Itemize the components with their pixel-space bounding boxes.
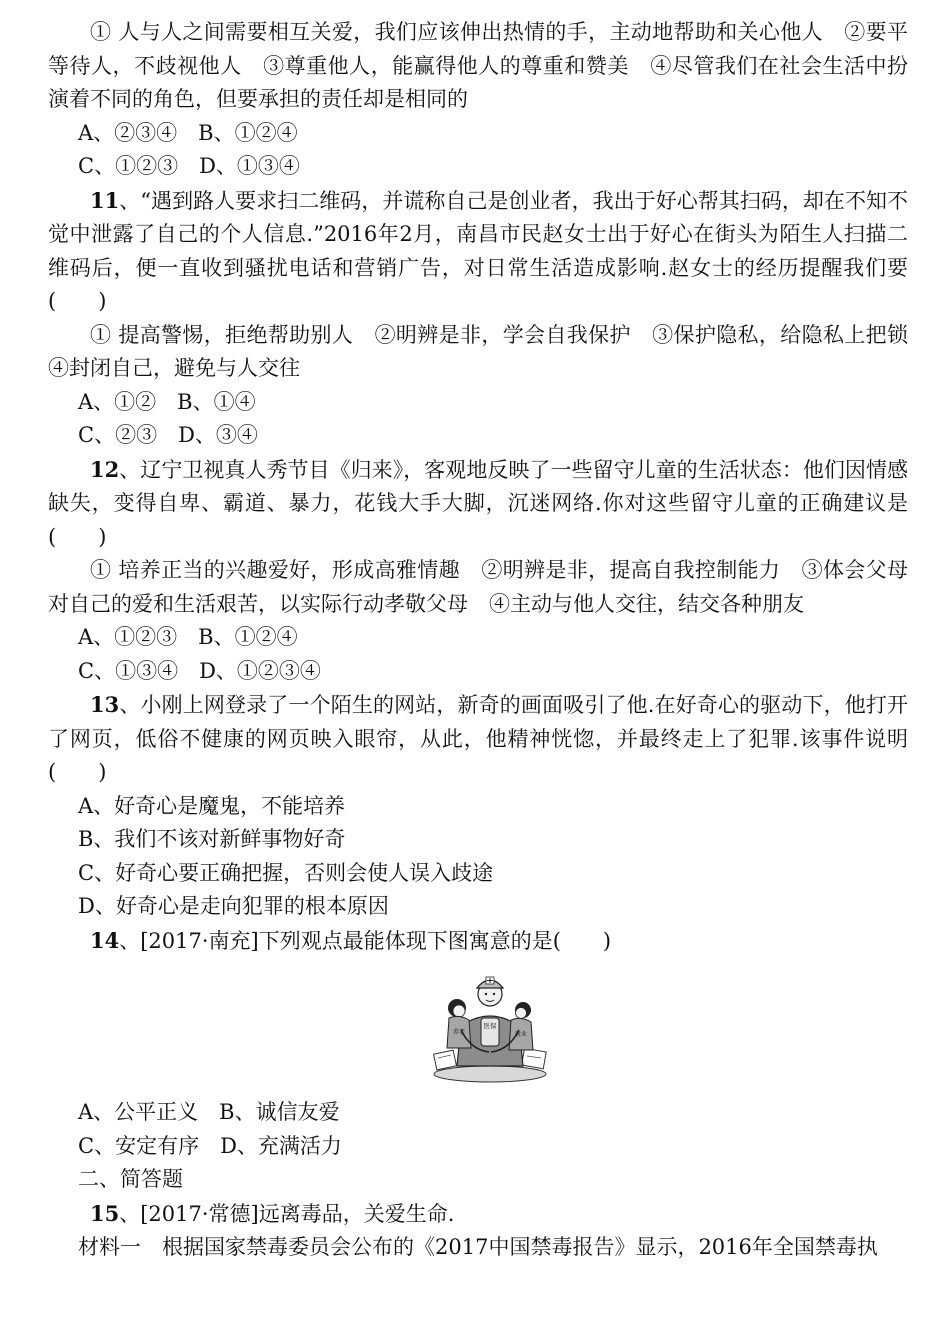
q13-option-d: D、好奇心是走向犯罪的根本原因 <box>78 894 389 918</box>
label-yibao: 医保 <box>483 1022 497 1030</box>
q14-options-cd: C、安定有序 D、充满活力 <box>78 1133 342 1158</box>
q15-stem-text: 、[2017·常德]远离毒品，关爱生命. <box>119 1201 455 1226</box>
q13-number: 13 <box>90 692 120 717</box>
q13-stem <box>48 688 908 790</box>
q11-stem-text: 、“遇到路人要求扫二维码，并谎称自己是创业者，我出于好心帮其扫码，却在不知不觉中泄露了自己的个人信息.”2016年2月，南昌市民赵女士出于好心在街头为陌生人扫描二维码后，便一直收到骚扰电话和营销广告，对日常生活造成影响.赵女士的经历提醒我们要( ) <box>48 188 908 313</box>
q10-options-cd: C、①②③ D、①③④ <box>78 154 300 178</box>
q10-options-ab: A、②③④ B、①②④ <box>78 120 298 145</box>
cartoon-illustration <box>431 966 549 1084</box>
q14-number: 14 <box>90 927 120 953</box>
q15-material: 材料一 根据国家禁毒委员会公布的《2017中国禁毒报告》显示，2016年全国禁毒执 <box>78 1235 878 1259</box>
q13-option-c: C、好奇心要正确把握，否则会使人误入歧途 <box>78 860 494 885</box>
q14-options-ab: A、公平正义 B、诚信友爱 <box>78 1100 340 1124</box>
q12-statements: ① 培养正当的兴趣爱好，形成高雅情趣 ②明辨是非，提高自我控制能力 ③体会父母对自己的爱和生活艰苦，以实际行动孝敬父母 ④主动与他人交往，结交各种朋友 <box>48 558 908 616</box>
q13-option-b: B、我们不该对新鲜事物好奇 <box>78 827 346 851</box>
q11-stem <box>48 184 908 319</box>
q13-stem-text: 、小刚上网登录了一个陌生的网站，新奇的画面吸引了他.在好奇心的驱动下，他打开了网页，低俗不健康的网页映入眼帘，从此，他精神恍惚，并最终走上了犯罪.该事件说明( ) <box>48 693 908 784</box>
q12-number: 12 <box>90 456 120 482</box>
q11-options-cd: C、②③ D、③④ <box>78 423 258 447</box>
q12-stem <box>48 453 908 555</box>
q10-statements: ① 人与人之间需要相互关爱，我们应该伸出热情的手，主动地帮助和关心他人 ②要平等待人，不歧视他人 ③尊重他人，能赢得他人的尊重和赞美 ④尽管我们在社会生活中扮演着不同的角色，但要承担的责任却是相同的 <box>48 20 908 111</box>
q11-number: 11 <box>90 187 120 213</box>
q12-stem-text: 、辽宁卫视真人秀节目《归来》，客观地反映了一些留守儿童的生活状态：他们因情感缺失，变得自卑、霸道、暴力，花钱大手大脚，沉迷网络.你对这些留守儿童的正确建议是( ) <box>48 457 908 549</box>
section-heading: 二、简答题 <box>78 1167 183 1191</box>
q11-statements: ① 提高警惕，拒绝帮助别人 ②明辨是非，学会自我保护 ③保护隐私，给隐私上把锁 ④封闭自己，避免与人交往 <box>48 322 929 380</box>
q14-stem-text: 、[2017·南充]下列观点最能体现下图寓意的是( ) <box>119 928 612 953</box>
document-page <box>48 16 929 1265</box>
q11-options-ab: A、①② B、①④ <box>78 389 256 414</box>
q15-number: 15 <box>90 1200 120 1226</box>
q12-options-ab: A、①②③ B、①②④ <box>78 625 298 649</box>
q15-stem <box>48 1197 908 1232</box>
label-jiuye: 就业 <box>514 1031 528 1038</box>
q14-stem <box>48 924 908 959</box>
q14-cartoon-figure <box>48 966 908 1086</box>
q12-options-cd: C、①③④ D、①②③④ <box>78 658 321 683</box>
q13-option-a: A、好奇心是魔鬼，不能培养 <box>78 793 346 818</box>
label-yanglao: 养老 <box>452 1029 466 1036</box>
